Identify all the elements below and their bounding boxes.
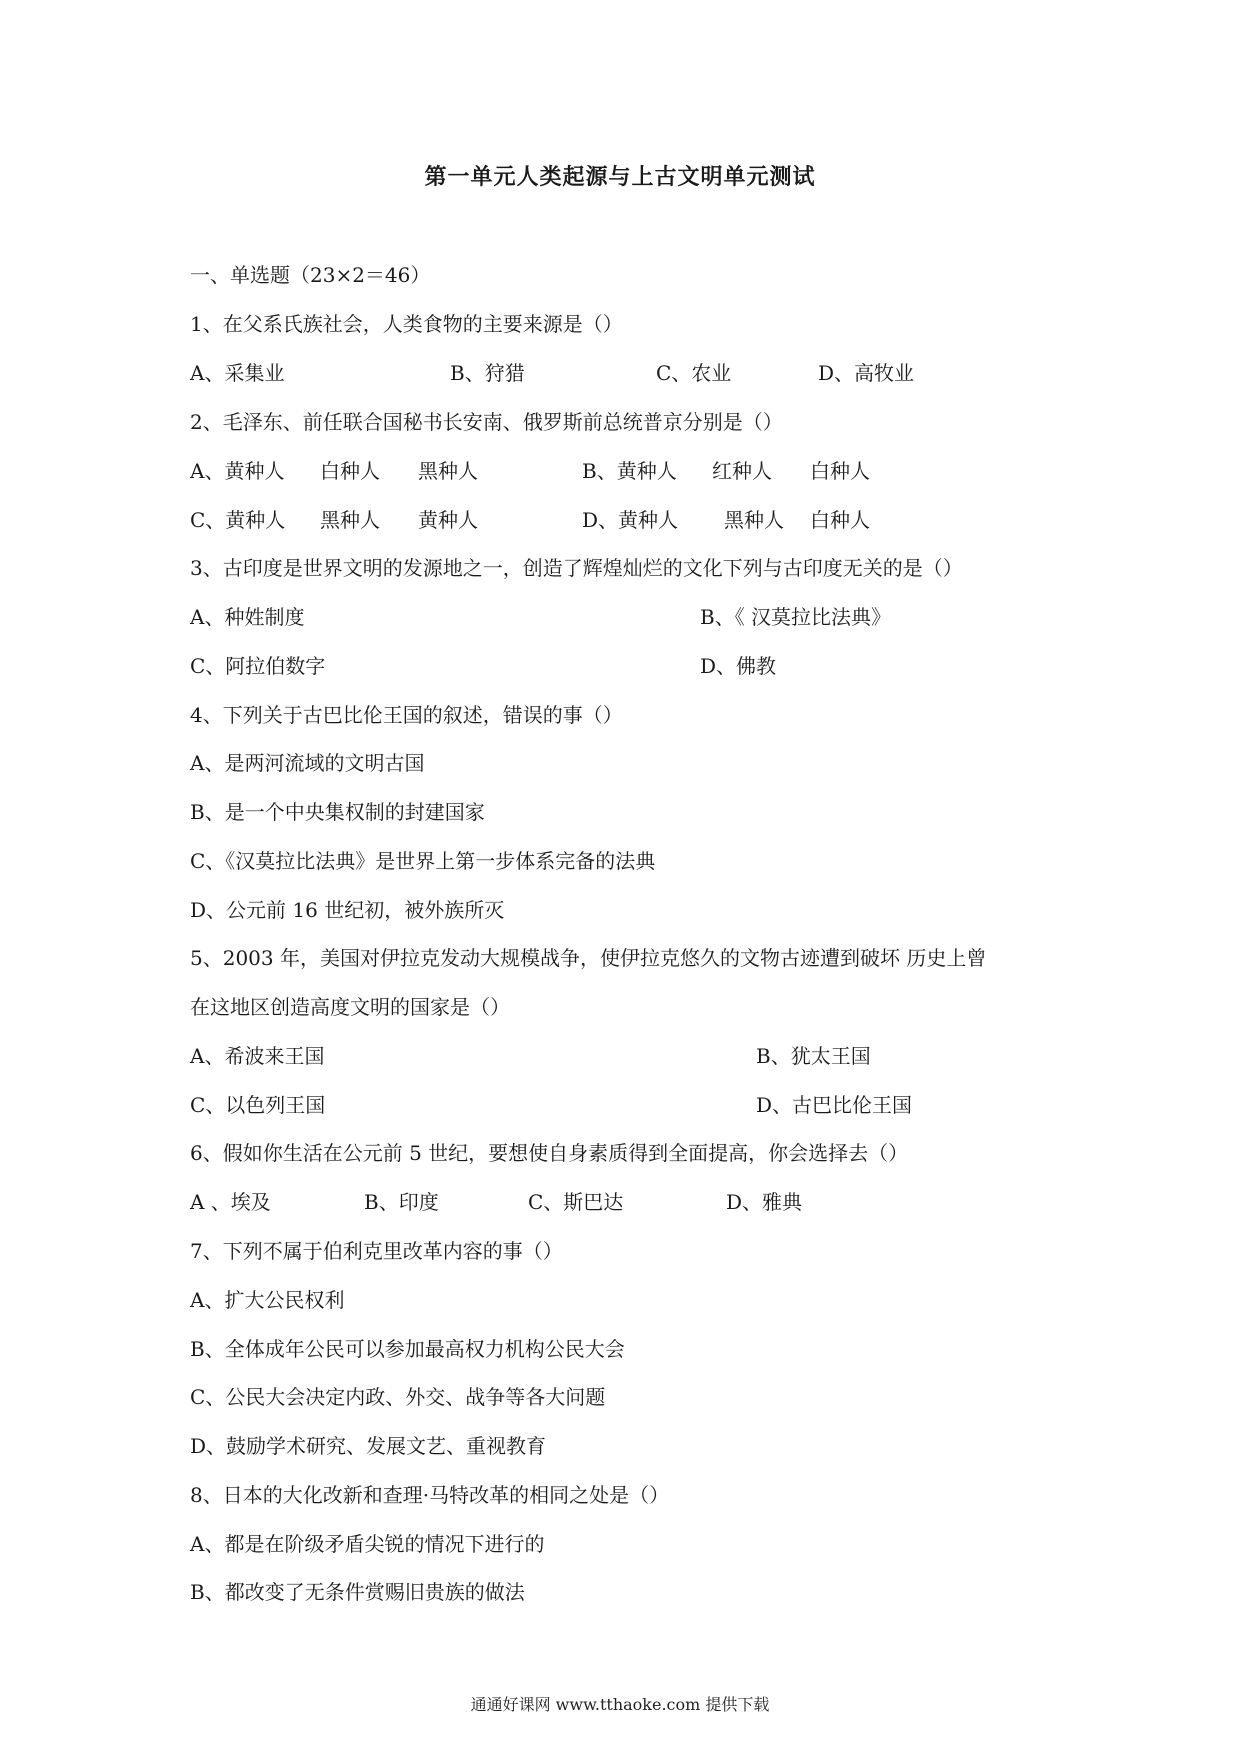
question-1-stem: 1、在父系氏族社会，人类食物的主要来源是（）	[190, 312, 623, 336]
q2-option-b-3: 白种人	[810, 459, 870, 483]
q1-option-c: C、农业	[656, 361, 732, 385]
q4-option-a: A、是两河流域的文明古国	[190, 751, 425, 775]
footer-text: 通通好课网 www.tthaoke.com 提供下载	[470, 1695, 770, 1714]
q7-option-a: A、扩大公民权利	[190, 1288, 345, 1312]
question-2-stem: 2、毛泽东、前任联合国秘书长安南、俄罗斯前总统普京分别是（）	[190, 410, 783, 434]
q3-option-b: B、《 汉莫拉比法典》	[700, 605, 892, 629]
q2-option-b-1: B、黄种人	[582, 459, 677, 483]
q2-option-c-1: C、黄种人	[190, 508, 286, 532]
q6-option-b: B、印度	[364, 1190, 439, 1214]
q2-option-d-3: 白种人	[810, 508, 870, 532]
q3-option-a: A、种姓制度	[190, 605, 305, 629]
q7-option-d: D、鼓励学术研究、发展文艺、重视教育	[190, 1434, 547, 1458]
section-heading: 一、单选题（23×2＝46）	[190, 263, 431, 287]
q7-option-b: B、全体成年公民可以参加最高权力机构公民大会	[190, 1337, 625, 1361]
q5-option-c: C、以色列王国	[190, 1093, 326, 1117]
q5-option-a: A、希波来王国	[190, 1044, 325, 1068]
page-title: 第一单元人类起源与上古文明单元测试	[424, 165, 816, 190]
q2-option-c-3: 黄种人	[418, 508, 478, 532]
q2-option-a-1: A、黄种人	[190, 459, 285, 483]
q1-option-a: A、采集业	[190, 361, 285, 385]
q3-option-c: C、阿拉伯数字	[190, 654, 326, 678]
q8-option-b: B、都改变了无条件赏赐旧贵族的做法	[190, 1580, 525, 1604]
q4-option-c: C、《汉莫拉比法典》是世界上第一步体系完备的法典	[190, 849, 656, 873]
q1-option-d: D、高牧业	[818, 361, 915, 385]
q4-option-d: D、公元前 16 世纪初，被外族所灭	[190, 898, 505, 922]
q2-option-d-2: 黑种人	[724, 508, 784, 532]
question-8-stem: 8、日本的大化改新和查理·马特改革的相同之处是（）	[190, 1483, 670, 1507]
q3-option-d: D、佛教	[700, 654, 777, 678]
q2-option-a-2: 白种人	[320, 459, 380, 483]
q2-option-d-1: D、黄种人	[582, 508, 679, 532]
question-6-stem: 6、假如你生活在公元前 5 世纪，要想使自身素质得到全面提高，你会选择去（）	[190, 1141, 909, 1165]
question-3-stem: 3、古印度是世界文明的发源地之一，创造了辉煌灿烂的文化下列与古印度无关的是（）	[190, 556, 963, 580]
q4-option-b: B、是一个中央集权制的封建国家	[190, 800, 485, 824]
q7-option-c: C、公民大会决定内政、外交、战争等各大问题	[190, 1385, 606, 1409]
question-7-stem: 7、下列不属于伯利克里改革内容的事（）	[190, 1239, 563, 1263]
q2-option-a-3: 黑种人	[418, 459, 478, 483]
q6-option-c: C、斯巴达	[528, 1190, 624, 1214]
q5-option-b: B、犹太王国	[756, 1044, 871, 1068]
question-5-stem-line1: 5、2003 年，美国对伊拉克发动大规模战争，使伊拉克悠久的文物古迹遭到破坏 历史上曾	[190, 946, 987, 970]
question-4-stem: 4、下列关于古巴比伦王国的叙述，错误的事（）	[190, 703, 623, 727]
question-5-stem-line2: 在这地区创造高度文明的国家是（）	[190, 995, 510, 1019]
q8-option-a: A、都是在阶级矛盾尖锐的情况下进行的	[190, 1532, 545, 1556]
q6-option-a: A 、埃及	[190, 1190, 271, 1214]
q6-option-d: D、雅典	[726, 1190, 803, 1214]
q2-option-c-2: 黑种人	[320, 508, 380, 532]
q2-option-b-2: 红种人	[712, 459, 772, 483]
q1-option-b: B、狩猎	[450, 361, 525, 385]
q5-option-d: D、古巴比伦王国	[756, 1093, 913, 1117]
